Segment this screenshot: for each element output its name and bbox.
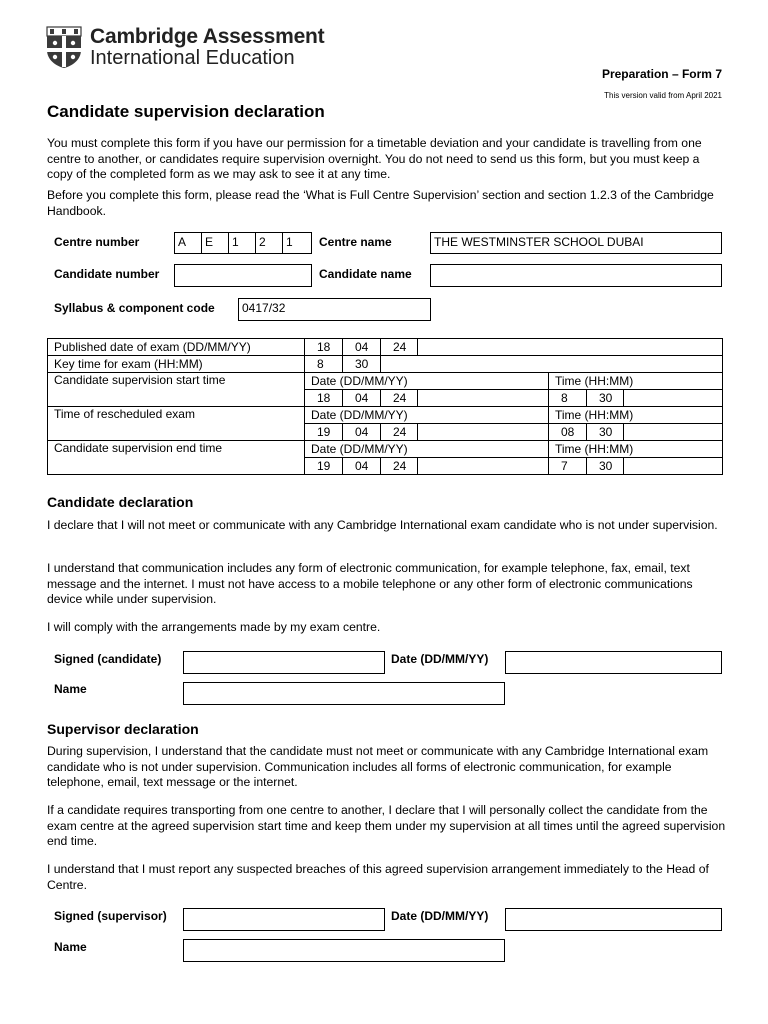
supervisor-declaration-heading: Supervisor declaration: [47, 721, 199, 737]
rescheduled-label: Time of rescheduled exam: [48, 407, 305, 441]
time-header: Time (HH:MM): [549, 407, 723, 424]
table-row: [48, 407, 723, 424]
empty-cell: [624, 458, 723, 475]
date-candidate-field[interactable]: [505, 651, 722, 674]
empty-cell: [624, 390, 723, 407]
centre-number-char-4[interactable]: 2: [255, 232, 283, 254]
supervisor-declaration-para-1: During supervision, I understand that the candidate must not meet or communicate with any Cambridge International exam candidate who is not under supervision. Communication includes all forms of electronic communication, for example telephone, email, text message or the internet.: [47, 744, 709, 789]
start-year[interactable]: 24: [381, 390, 418, 407]
candidate-number-field[interactable]: [174, 264, 312, 287]
brand-line-2: International Education: [90, 47, 295, 69]
empty-cell: [418, 339, 723, 356]
signed-candidate-label: Signed (candidate): [54, 652, 162, 666]
signed-supervisor-label: Signed (supervisor): [54, 909, 167, 923]
schedule-table: [47, 338, 723, 475]
candidate-number-label: Candidate number: [54, 267, 160, 281]
form-reference: Preparation – Form 7: [601, 67, 722, 81]
centre-name-field[interactable]: THE WESTMINSTER SCHOOL DUBAI: [430, 232, 722, 254]
syllabus-label: Syllabus & component code: [54, 301, 215, 315]
date-header: Date (DD/MM/YY): [305, 441, 549, 458]
empty-cell: [418, 424, 549, 441]
cambridge-logo: [46, 26, 346, 76]
intro-paragraph-1: You must complete this form if you have our permission for a timetable deviation and your candidate is travelling from one centre to another, or candidates require supervision overnight. You do not need to send us this form, but you must keep a copy of the completed form as we may ask to see it at any time.: [47, 136, 702, 181]
rescheduled-hour[interactable]: 08: [549, 424, 587, 441]
end-hour[interactable]: 7: [549, 458, 587, 475]
date-candidate-label: Date (DD/MM/YY): [391, 652, 489, 666]
empty-cell: [418, 390, 549, 407]
centre-number-char-1[interactable]: A: [174, 232, 202, 254]
rescheduled-minute[interactable]: 30: [587, 424, 624, 441]
candidate-declaration-para-1: I declare that I will not meet or communicate with any Cambridge International exam candidate who is not under supervision.: [47, 518, 718, 532]
end-time-label: Candidate supervision end time: [48, 441, 305, 475]
published-year[interactable]: 24: [381, 339, 418, 356]
candidate-name-field[interactable]: [430, 264, 722, 287]
key-time-label: Key time for exam (HH:MM): [48, 356, 305, 373]
date-supervisor-field[interactable]: [505, 908, 722, 931]
start-month[interactable]: 04: [343, 390, 381, 407]
rescheduled-year[interactable]: 24: [381, 424, 418, 441]
table-row: [48, 356, 723, 373]
supervisor-declaration-para-2: If a candidate requires transporting from one centre to another, I declare that I will personally collect the candidate from the exam centre at the agreed supervision start time and keep them under my supervision at all times until the agreed supervision end time.: [47, 803, 726, 848]
name-supervisor-field[interactable]: [183, 939, 505, 962]
centre-number-field[interactable]: [174, 232, 312, 254]
centre-name-label: Centre name: [319, 235, 392, 249]
centre-number-label: Centre number: [54, 235, 140, 249]
syllabus-field[interactable]: 0417/32: [238, 298, 431, 321]
published-day[interactable]: 18: [305, 339, 343, 356]
centre-number-char-2[interactable]: E: [201, 232, 229, 254]
signed-candidate-field[interactable]: [183, 651, 385, 674]
centre-number-char-5[interactable]: 1: [282, 232, 312, 254]
intro-paragraph-2: Before you complete this form, please read the ‘What is Full Centre Supervision’ section and section 1.2.3 of the Cambridge Handbook.: [47, 188, 714, 218]
candidate-declaration-para-3: I will comply with the arrangements made by my exam centre.: [47, 620, 381, 634]
empty-cell: [624, 424, 723, 441]
table-row: [48, 339, 723, 356]
date-supervisor-label: Date (DD/MM/YY): [391, 909, 489, 923]
key-time-minute[interactable]: 30: [343, 356, 381, 373]
table-row: [48, 373, 723, 390]
version-note: This version valid from April 2021: [604, 91, 722, 100]
date-header: Date (DD/MM/YY): [305, 373, 549, 390]
page-title: Candidate supervision declaration: [47, 102, 325, 121]
start-day[interactable]: 18: [305, 390, 343, 407]
time-header: Time (HH:MM): [549, 373, 723, 390]
name-supervisor-label: Name: [54, 940, 87, 954]
table-row: [48, 441, 723, 458]
start-hour[interactable]: 8: [549, 390, 587, 407]
empty-cell: [381, 356, 723, 373]
candidate-declaration-heading: Candidate declaration: [47, 494, 194, 510]
rescheduled-day[interactable]: 19: [305, 424, 343, 441]
rescheduled-month[interactable]: 04: [343, 424, 381, 441]
start-minute[interactable]: 30: [587, 390, 624, 407]
signed-supervisor-field[interactable]: [183, 908, 385, 931]
supervisor-declaration-para-3: I understand that I must report any suspected breaches of this agreed supervision arrangement immediately to the Head of Centre.: [47, 862, 709, 892]
candidate-declaration-para-2: I understand that communication includes any form of electronic communication, for example telephone, fax, email, text message and the internet. I must not have access to a mobile telephone or any other form of electronic communications device while under supervision.: [47, 561, 693, 606]
published-date-label: Published date of exam (DD/MM/YY): [48, 339, 305, 356]
centre-number-char-3[interactable]: 1: [228, 232, 256, 254]
brand-line-1: Cambridge Assessment: [90, 25, 325, 48]
empty-cell: [418, 458, 549, 475]
end-year[interactable]: 24: [381, 458, 418, 475]
date-header: Date (DD/MM/YY): [305, 407, 549, 424]
key-time-hour[interactable]: 8: [305, 356, 343, 373]
published-month[interactable]: 04: [343, 339, 381, 356]
crest-icon: [46, 26, 82, 69]
end-minute[interactable]: 30: [587, 458, 624, 475]
time-header: Time (HH:MM): [549, 441, 723, 458]
end-month[interactable]: 04: [343, 458, 381, 475]
end-day[interactable]: 19: [305, 458, 343, 475]
start-time-label: Candidate supervision start time: [48, 373, 305, 407]
name-candidate-label: Name: [54, 682, 87, 696]
candidate-name-label: Candidate name: [319, 267, 412, 281]
name-candidate-field[interactable]: [183, 682, 505, 705]
